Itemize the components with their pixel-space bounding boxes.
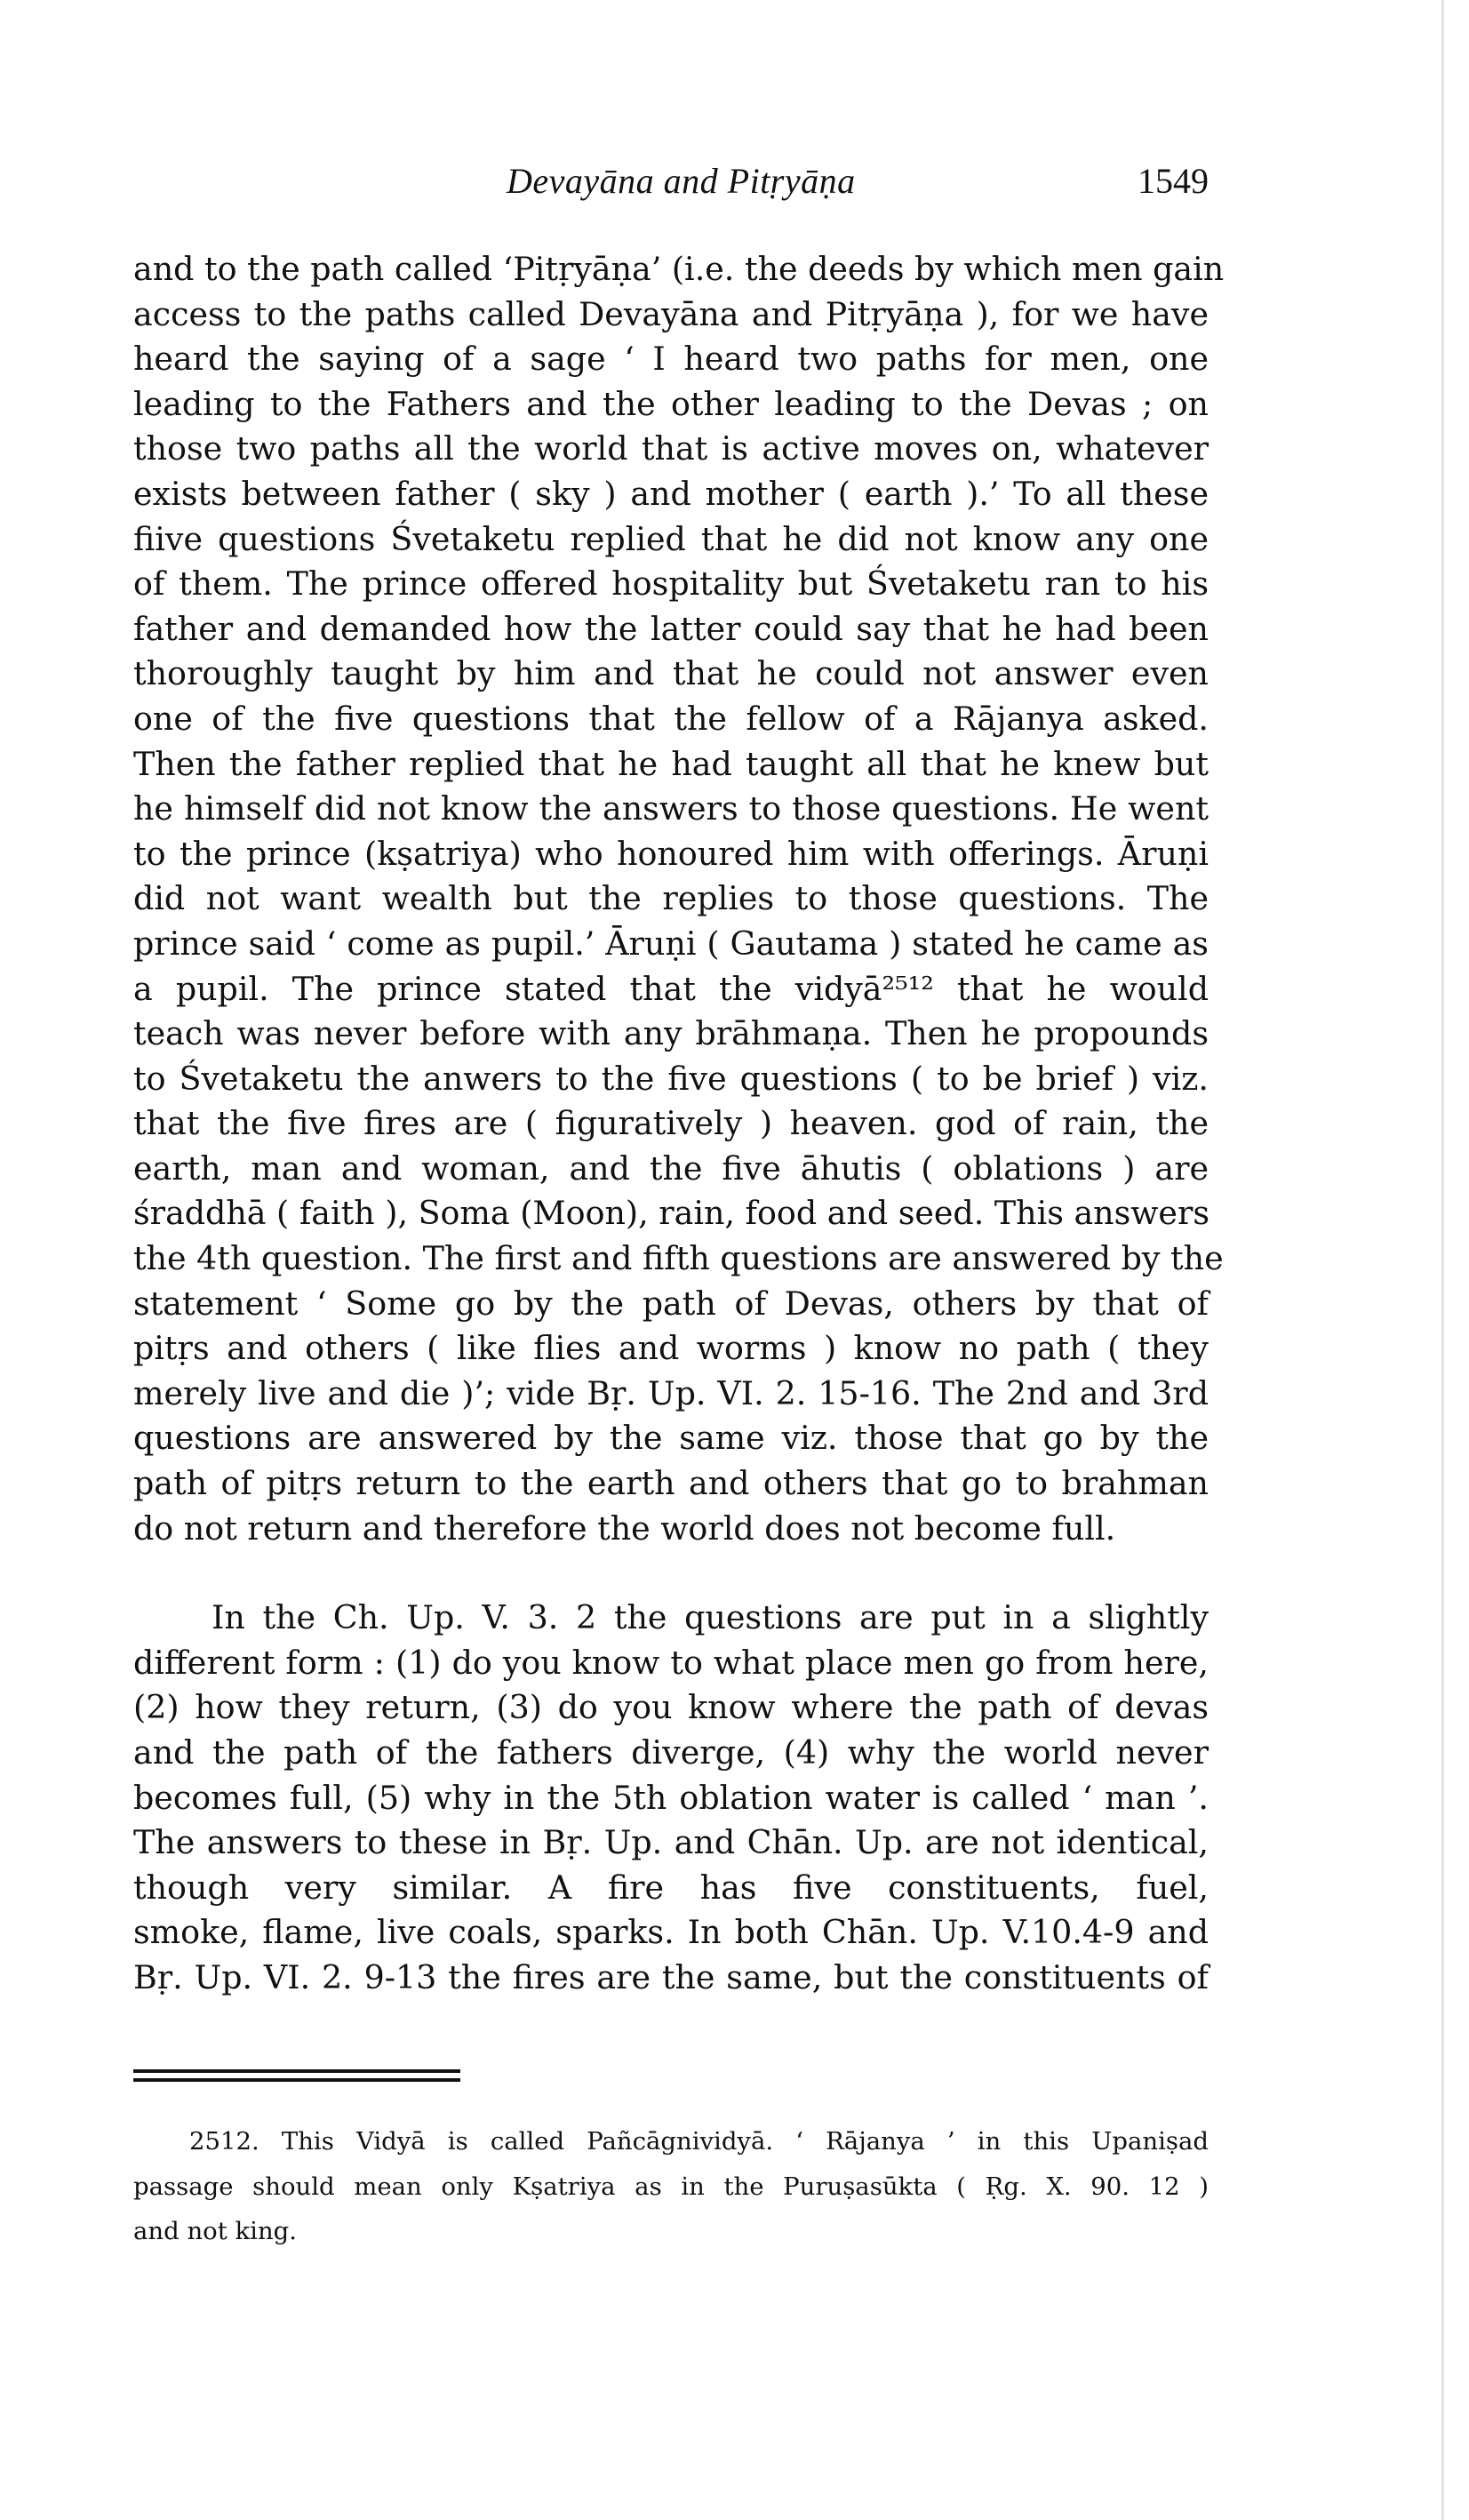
text-line: one of the five questions that the fellow of a Rājanya asked. bbox=[133, 699, 1209, 738]
page-edge-shadow bbox=[1441, 0, 1444, 2520]
paragraph-2 bbox=[133, 1596, 1209, 2000]
text-line: merely live and die )’; vide Bṛ. Up. VI. 2. 15-16. The 2nd and 3rd bbox=[133, 1373, 1209, 1412]
text-line: In the Ch. Up. V. 3. 2 the questions are put in a slightly bbox=[212, 1598, 1209, 1637]
text-line: (2) how they return, (3) do you know where the path of devas bbox=[133, 1688, 1209, 1727]
text-line: he himself did not know the answers to those questions. He went bbox=[133, 789, 1209, 828]
text-line: do not return and therefore the world does not become full. bbox=[133, 1508, 1116, 1548]
text-line: exists between father ( sky ) and mother ( earth ).’ To all these bbox=[133, 474, 1209, 513]
text-line: leading to the Fathers and the other leading to the Devas ; on bbox=[133, 384, 1209, 423]
running-title: Devayāna and Pitṛyāṇa bbox=[507, 161, 856, 201]
text-line: śraddhā ( faith ), Soma (Moon), rain, food and seed. This answers bbox=[133, 1194, 1210, 1233]
text-line: Bṛ. Up. VI. 2. 9-13 the fires are the same, but the constituents of bbox=[133, 1957, 1209, 1996]
text-line: to the prince (kṣatriya) who honoured him with offerings. Āruṇi bbox=[133, 834, 1209, 873]
text-line: Then the father replied that he had taught all that he knew but bbox=[133, 744, 1209, 783]
text-line: prince said ‘ come as pupil.’ Āruṇi ( Gautama ) stated he came as bbox=[133, 924, 1209, 963]
text-line: thoroughly taught by him and that he could not answer even bbox=[133, 654, 1209, 693]
text-line: fiive questions Śvetaketu replied that he did not know any one bbox=[133, 519, 1209, 558]
text-line: path of pitṛs return to the earth and others that go to brahman bbox=[133, 1464, 1209, 1503]
text-line: the 4th question. The first and fifth questions are answered by the bbox=[133, 1239, 1224, 1278]
text-line: statement ‘ Some go by the path of Devas, others by that of bbox=[133, 1284, 1209, 1323]
footnote bbox=[133, 2121, 1209, 2256]
text-line: access to the paths called Devayāna and Pitṛyāṇa ), for we have bbox=[133, 294, 1209, 333]
text-line: father and demanded how the latter could say that he had been bbox=[133, 609, 1209, 648]
page-number: 1549 bbox=[1138, 161, 1209, 201]
paragraph-1 bbox=[133, 247, 1225, 1551]
text-line: did not want wealth but the replies to those questions. The bbox=[133, 879, 1209, 918]
text-line: teach was never before with any brāhmaṇa. Then he propounds bbox=[133, 1014, 1209, 1053]
footnote-separator bbox=[133, 2069, 460, 2087]
text-line: and the path of the fathers diverge, (4) why the world never bbox=[133, 1733, 1209, 1772]
text-line: pitṛs and others ( like flies and worms ) know no path ( they bbox=[133, 1329, 1209, 1368]
text-line-with-footnote-ref: a pupil. The prince stated that the vidyā²⁵¹² that he would bbox=[133, 969, 1209, 1008]
footnote-rule-line bbox=[133, 2069, 460, 2073]
text-line: becomes full, (5) why in the 5th oblation water is called ‘ man ’. bbox=[133, 1778, 1209, 1817]
footnote-line: 2512. This Vidyā is called Pañcāgnividyā. ‘ Rājanya ’ in this Upaniṣad bbox=[189, 2127, 1209, 2156]
footnote-line: passage should mean only Kṣatriya as in the Puruṣasūkta ( Ṛg. X. 90. 12 ) bbox=[133, 2172, 1209, 2201]
text-line: The answers to these in Bṛ. Up. and Chān. Up. are not identical, bbox=[133, 1823, 1209, 1862]
text-line: smoke, flame, live coals, sparks. In both Chān. Up. V.10.4-9 and bbox=[133, 1913, 1209, 1952]
text-line: different form : (1) do you know to what place men go from here, bbox=[133, 1643, 1209, 1682]
footnote-line: and not king. bbox=[133, 2217, 298, 2246]
text-line: questions are answered by the same viz. those that go by the bbox=[133, 1419, 1209, 1458]
text-line: those two paths all the world that is active moves on, whatever bbox=[133, 429, 1209, 468]
text-line: to Śvetaketu the anwers to the five questions ( to be brief ) viz. bbox=[133, 1059, 1209, 1098]
page-header bbox=[133, 160, 1209, 213]
text-line: heard the saying of a sage ‘ I heard two paths for men, one bbox=[133, 340, 1209, 379]
main-text bbox=[133, 247, 1225, 2001]
text-line: and to the path called ‘Pitṛyāṇa’ (i.e. the deeds by which men gain bbox=[133, 250, 1225, 288]
footnote-rule-line bbox=[133, 2078, 460, 2082]
text-line: of them. The prince offered hospitality but Śvetaketu ran to his bbox=[133, 564, 1209, 604]
text-line: that the five fires are ( figuratively ) heaven. god of rain, the bbox=[133, 1104, 1209, 1143]
text-line: though very similar. A fire has five constituents, fuel, bbox=[133, 1868, 1209, 1907]
text-line: earth, man and woman, and the five āhutis ( oblations ) are bbox=[133, 1148, 1209, 1188]
